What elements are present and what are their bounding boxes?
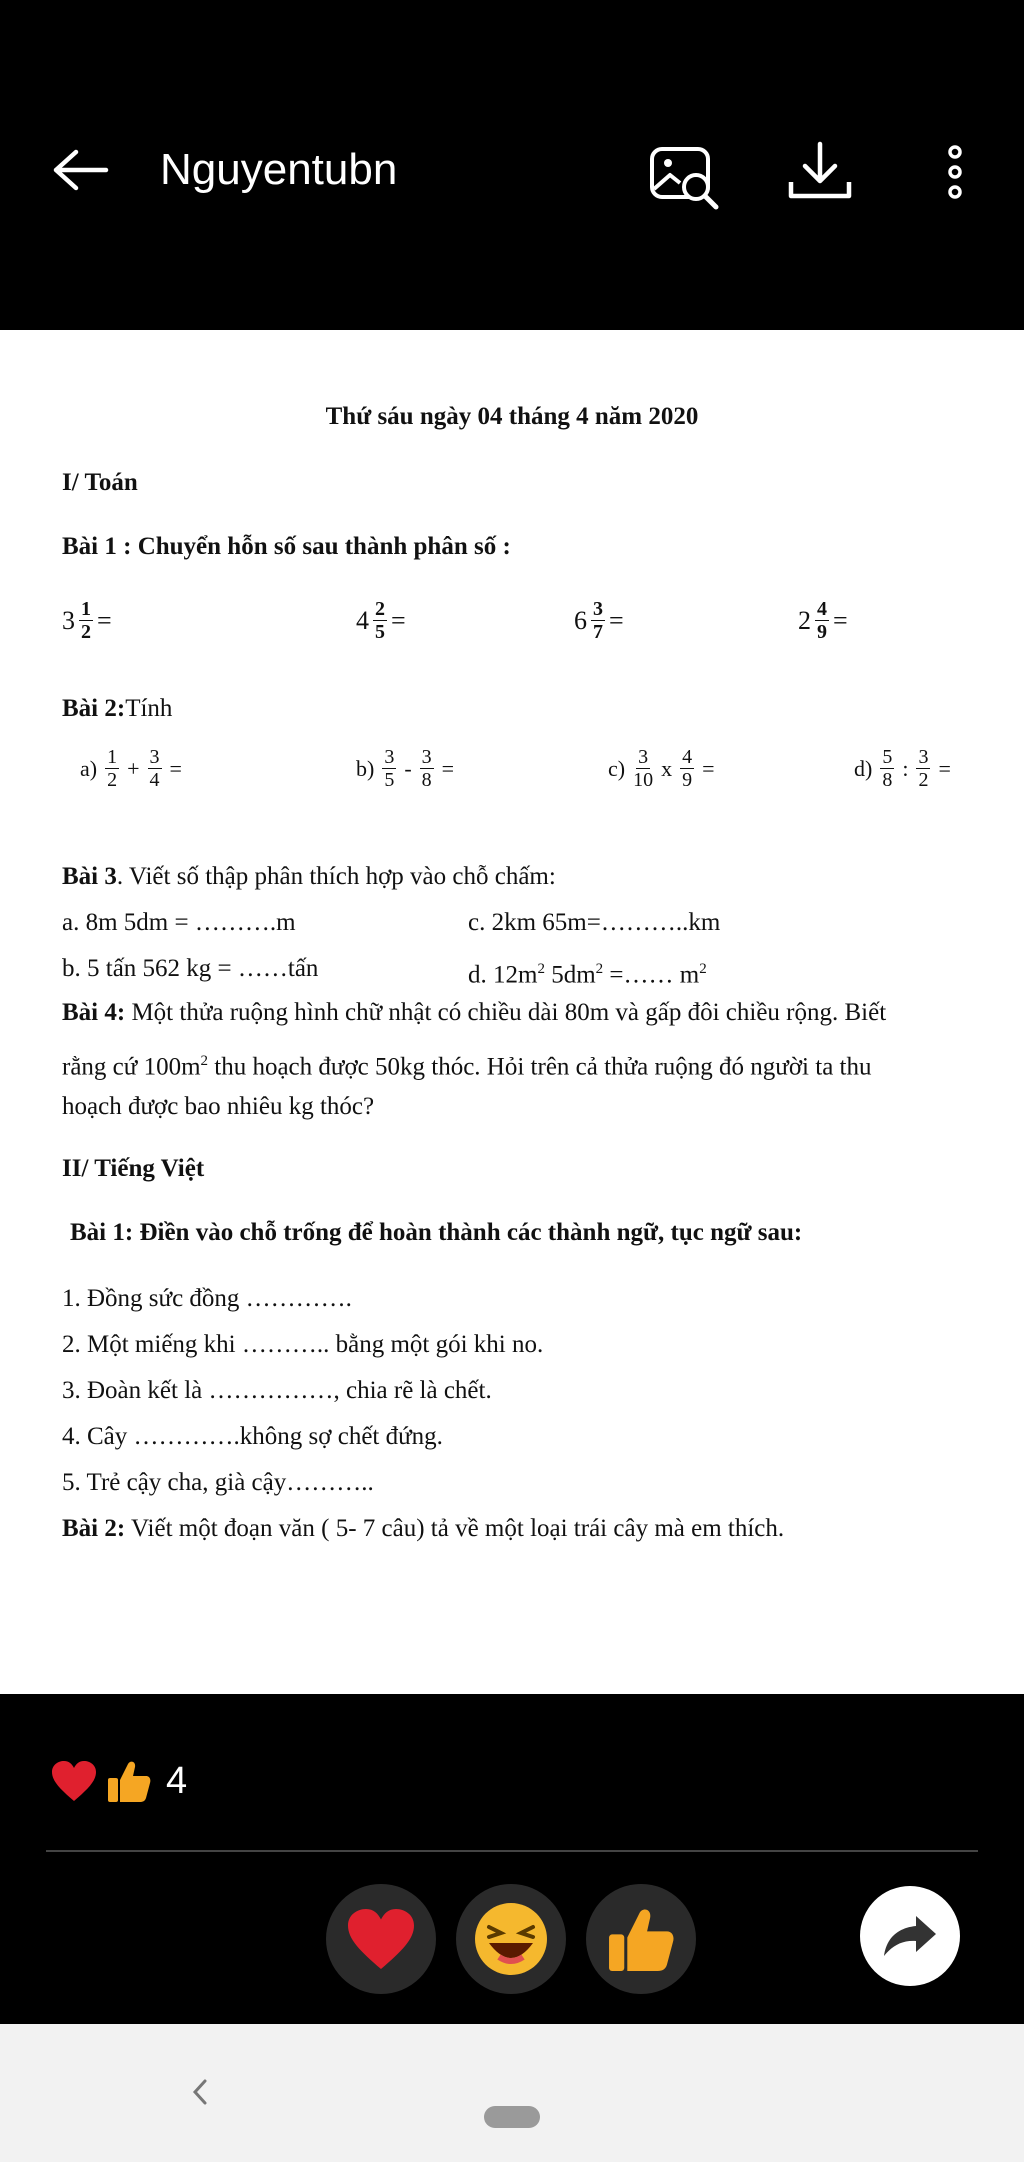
haha-reaction-button[interactable] (456, 1884, 566, 1994)
bai1-title: Bài 1 : Chuyển hỗn số sau thành phân số : (62, 533, 511, 560)
equals-sign: = (391, 605, 406, 635)
fraction (916, 746, 930, 791)
fraction (148, 746, 162, 791)
equals-sign: = (609, 605, 624, 635)
more-vertical-icon (943, 142, 967, 202)
superscript: 2 (595, 961, 604, 977)
operation-c (608, 746, 715, 791)
fraction (382, 746, 396, 791)
whole: 2 (798, 605, 811, 635)
reaction-summary[interactable] (50, 1758, 187, 1804)
more-options-button[interactable] (930, 136, 980, 208)
share-button[interactable] (860, 1886, 960, 1986)
denominator: 9 (682, 769, 693, 791)
numerator: 3 (384, 746, 395, 768)
bai3-text: . Viết số thập phân thích hợp vào chỗ chấm: (116, 863, 556, 890)
tv-item-5: 5. Trẻ cậy cha, già cậy……….. (62, 1469, 374, 1496)
fraction (680, 746, 694, 791)
share-arrow-icon (882, 1914, 938, 1958)
fraction (591, 598, 605, 643)
operator: + (127, 755, 140, 781)
tv-item-2: 2. Một miếng khi ……….. bằng một gói khi no. (62, 1331, 544, 1358)
tv-bai2 (62, 1512, 784, 1546)
bai4-line-2 (62, 1044, 872, 1084)
heart-icon (50, 1759, 98, 1803)
back-button[interactable] (44, 138, 116, 202)
numerator: 4 (817, 598, 827, 620)
love-reaction-button[interactable] (326, 1884, 436, 1994)
reactions-panel (0, 1694, 1024, 2024)
numerator: 1 (107, 746, 118, 768)
mixed-number-3 (574, 598, 624, 643)
text: =…… m (603, 961, 700, 989)
operator: - (404, 755, 412, 781)
fraction (105, 746, 119, 791)
equals-sign: = (833, 605, 848, 635)
tv-bai1-title: Bài 1: Điền vào chỗ trống để hoàn thành các thành ngữ, tục ngữ sau: (70, 1219, 803, 1246)
chevron-left-icon (190, 2077, 210, 2107)
bai4-label: Bài 4: (62, 999, 126, 1026)
system-back-button[interactable] (180, 2072, 220, 2112)
download-icon (785, 140, 855, 204)
denominator: 7 (593, 621, 603, 643)
equals-sign: = (938, 755, 951, 781)
denominator: 9 (817, 621, 827, 643)
thumbs-up-icon (106, 1758, 152, 1804)
mixed-number-2 (356, 598, 406, 643)
equals-sign: = (441, 755, 455, 781)
denominator: 2 (918, 769, 929, 791)
text: Một thửa ruộng hình chữ nhật có chiều dài 80m và gấp đôi chiều rộng. Biết (125, 999, 887, 1026)
fraction (79, 598, 93, 643)
bai3-title (62, 860, 556, 894)
denominator: 10 (633, 769, 654, 791)
bai2-text: Tính (125, 695, 173, 722)
superscript: 2 (537, 961, 545, 977)
bai4-line-3: hoạch được bao nhiêu kg thóc? (62, 1093, 375, 1120)
bai2-title (62, 692, 172, 726)
denominator: 5 (375, 621, 385, 643)
operation-a (80, 746, 182, 791)
arrow-left-icon (50, 148, 110, 192)
operation-b (356, 746, 454, 791)
op-label: b) (356, 755, 375, 781)
mixed-number-1 (62, 598, 112, 643)
superscript: 2 (699, 961, 707, 977)
numerator: 3 (638, 746, 649, 768)
whole: 4 (356, 605, 369, 635)
bai4-line-1 (62, 996, 886, 1030)
download-button[interactable] (780, 136, 860, 208)
equals-sign: = (97, 605, 112, 635)
denominator: 8 (882, 769, 893, 791)
operator: : (902, 755, 909, 781)
laughing-face-icon (471, 1899, 551, 1979)
operation-d (854, 746, 951, 791)
fraction (633, 746, 653, 791)
op-label: a) (80, 755, 98, 781)
denominator: 4 (149, 769, 160, 791)
system-home-button[interactable] (484, 2106, 540, 2128)
like-reaction-button[interactable] (586, 1884, 696, 1994)
date-heading: Thứ sáu ngày 04 tháng 4 năm 2020 (325, 403, 699, 430)
numerator: 3 (918, 746, 929, 768)
op-label: d) (854, 755, 873, 781)
tv-item-4: 4. Cây ………….không sợ chết đứng. (62, 1423, 443, 1450)
fraction (815, 598, 829, 643)
numerator: 3 (593, 598, 603, 620)
image-search-icon (646, 143, 726, 213)
text: 5dm (544, 961, 596, 989)
superscript: 2 (200, 1053, 209, 1069)
text: Viết một đoạn văn ( 5- 7 câu) tả về một loại trái cây mà em thích. (125, 1515, 785, 1542)
text: d. 12m (468, 961, 538, 989)
whole: 6 (574, 605, 587, 635)
page-title: Nguyentubn (160, 145, 398, 194)
fraction (420, 746, 434, 791)
fraction (373, 598, 387, 643)
heart-icon (344, 1906, 418, 1972)
mixed-number-4 (798, 598, 848, 643)
text: thu hoạch được 50kg thóc. Hỏi trên cả thửa ruộng đó người ta thu (208, 1053, 872, 1081)
op-label: c) (608, 755, 626, 781)
bai3-item-b: b. 5 tấn 562 kg = ……tấn (62, 955, 319, 982)
tv-item-1: 1. Đồng sức đồng …………. (62, 1285, 352, 1312)
denominator: 8 (421, 769, 432, 791)
numerator: 5 (882, 746, 893, 768)
bai3-item-a: a. 8m 5dm = ……….m (62, 909, 296, 936)
section-vietnamese-heading: II/ Tiếng Việt (62, 1155, 205, 1182)
numerator: 3 (149, 746, 160, 768)
system-navigation-bar (0, 2024, 1024, 2162)
worksheet-image[interactable] (0, 330, 1024, 1694)
equals-sign: = (702, 755, 715, 781)
divider (46, 1850, 978, 1852)
tv-item-3: 3. Đoàn kết là ……………, chia rẽ là chết. (62, 1377, 492, 1404)
operator: x (661, 755, 673, 781)
reaction-count: 4 (166, 1759, 188, 1802)
bai3-item-d (468, 952, 707, 992)
fraction (880, 746, 894, 791)
equals-sign: = (169, 755, 182, 781)
tv-bai2-label: Bài 2: (62, 1515, 126, 1542)
denominator: 5 (384, 769, 395, 791)
numerator: 1 (81, 598, 91, 620)
numerator: 2 (375, 598, 385, 620)
bai2-label: Bài 2: (62, 695, 126, 722)
section-math-heading: I/ Toán (62, 469, 138, 496)
text: rằng cứ 100m (62, 1053, 201, 1081)
whole: 3 (62, 605, 75, 635)
denominator: 2 (107, 769, 118, 791)
bai3-label: Bài 3 (62, 863, 117, 890)
numerator: 4 (682, 746, 693, 768)
thumbs-up-icon (606, 1904, 676, 1974)
top-app-bar (0, 0, 1024, 330)
bai3-item-c: c. 2km 65m=………..km (468, 909, 721, 936)
numerator: 3 (421, 746, 432, 768)
image-search-button[interactable] (640, 138, 732, 218)
denominator: 2 (81, 621, 91, 643)
